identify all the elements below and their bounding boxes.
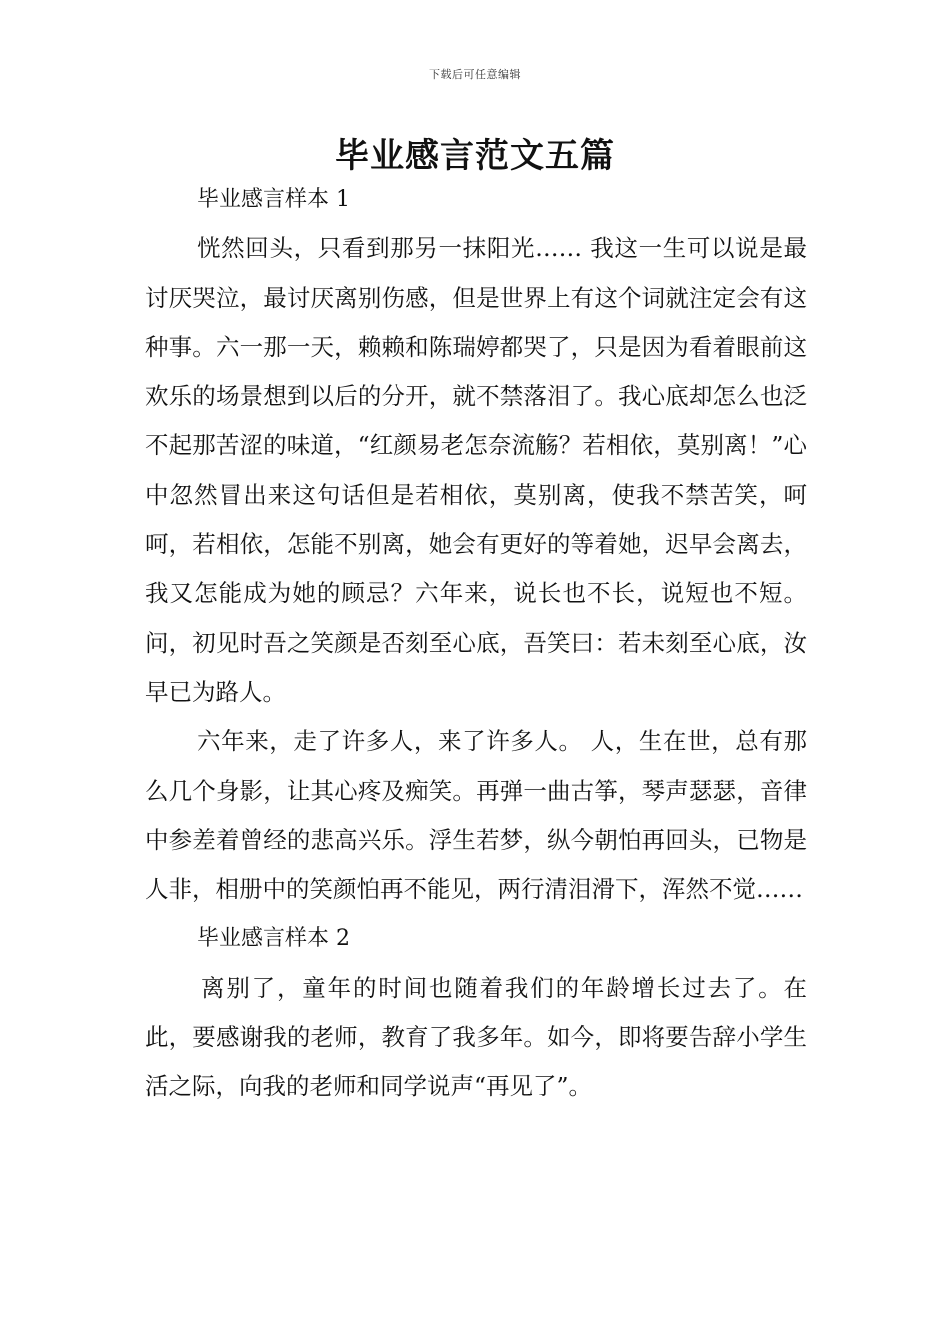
section-heading-1: 毕业感言样本 1	[197, 187, 350, 212]
document-body	[145, 175, 807, 1111]
section-heading-2: 毕业感言样本 2	[197, 926, 350, 952]
header-note: 下载后可任意编辑	[429, 68, 521, 81]
paragraph-2: 六年来，走了许多人，来了许多人。 人，生在世，总有那么几个身影，让其心疼及痴笑。再弹一曲古筝，琴声瑟瑟，音律中参差着曾经的悲高兴乐。浮生若梦，纵今朝怕再回头，已物是人非，相册中的笑颜怕再不能见，两行清泪滑下，浑然不觉……	[145, 727, 807, 904]
paragraph-3: 离别了，童年的时间也随着我们的年龄增长过去了。在此，要感谢我的老师，教育了我多年。如今，即将要告辞小学生活之际，向我的老师和同学说声“再见了”。	[145, 973, 807, 1100]
document-title: 毕业感言范文五篇	[335, 136, 615, 176]
paragraph-1: 恍然回头，只看到那另一抹阳光…… 我这一生可以说是最讨厌哭泣，最讨厌离别伤感，但是世界上有这个词就注定会有这种事。六一那一天，赖赖和陈瑞婷都哭了，只是因为看着眼前这欢乐的场景想到以后的分开，就不禁落泪了。我心底却怎么也泛不起那苦涩的味道，“红颜易老怎奈流觞？若相依，莫别离！”心中忽然冒出来这句话但是若相依，莫别离，使我不禁苦笑，呵呵，若相依，怎能不别离，她会有更好的等着她，迟早会离去，我又怎能成为她的顾忌？六年来，说长也不长，说短也不短。问，初见时吾之笑颜是否刻至心底，吾笑曰：若未刻至心底，汝早已为路人。	[145, 234, 807, 706]
